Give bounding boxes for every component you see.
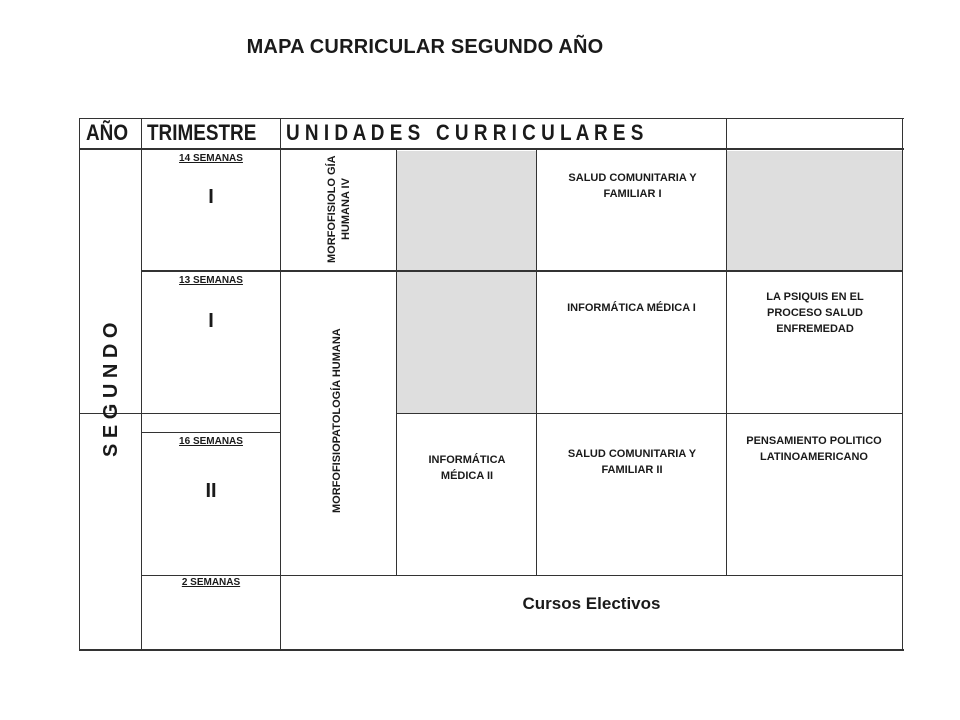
trimester-3-number: II bbox=[205, 480, 217, 502]
trimester-4-weeks: 2 SEMANAS bbox=[181, 577, 241, 588]
unit-morfofisiologia-iv: MORFOFISIOLO GÍA HUMANA IV bbox=[326, 155, 352, 263]
header-year: AÑO bbox=[86, 120, 129, 145]
unit-informatica-medica-i: INFORMÁTICA MÉDICA I bbox=[567, 302, 696, 314]
trimester-1-weeks: 14 SEMANAS bbox=[179, 153, 243, 164]
year-label: S E G U N D O bbox=[100, 322, 122, 458]
trimester-2-number: I bbox=[208, 310, 214, 332]
page-title: MAPA CURRICULAR SEGUNDO AÑO bbox=[246, 36, 604, 58]
empty-shaded-cell bbox=[396, 271, 536, 414]
header-units: U N I D A D E S C U R R I C U L A R E S bbox=[286, 120, 644, 145]
unit-salud-comunitaria-i: SALUD COMUNITARIA Y FAMILIAR I bbox=[568, 172, 697, 200]
empty-shaded-cell bbox=[726, 151, 902, 270]
unit-cursos-electivos: Cursos Electivos bbox=[522, 594, 661, 613]
trimester-3-weeks: 16 SEMANAS bbox=[179, 436, 243, 447]
trimester-2-weeks: 13 SEMANAS bbox=[179, 275, 243, 286]
unit-salud-comunitaria-ii: SALUD COMUNITARIA Y FAMILIAR II bbox=[567, 448, 697, 476]
trimester-1-number: I bbox=[208, 186, 214, 208]
unit-psiquis-proceso-salud: LA PSIQUIS EN EL PROCESO SALUD ENFREMEDAD bbox=[766, 291, 864, 335]
empty-shaded-cell bbox=[396, 151, 536, 270]
header-trimester: TRIMESTRE bbox=[147, 120, 257, 145]
unit-morfofisiopatologia: MORFOFISIOPATOLOGÍA HUMANA bbox=[331, 328, 343, 514]
unit-informatica-medica-ii: INFORMÁTICA MÉDICA II bbox=[428, 454, 506, 482]
unit-pensamiento-politico: PENSAMIENTO POLITICO LATINOAMERICANO bbox=[746, 435, 882, 463]
